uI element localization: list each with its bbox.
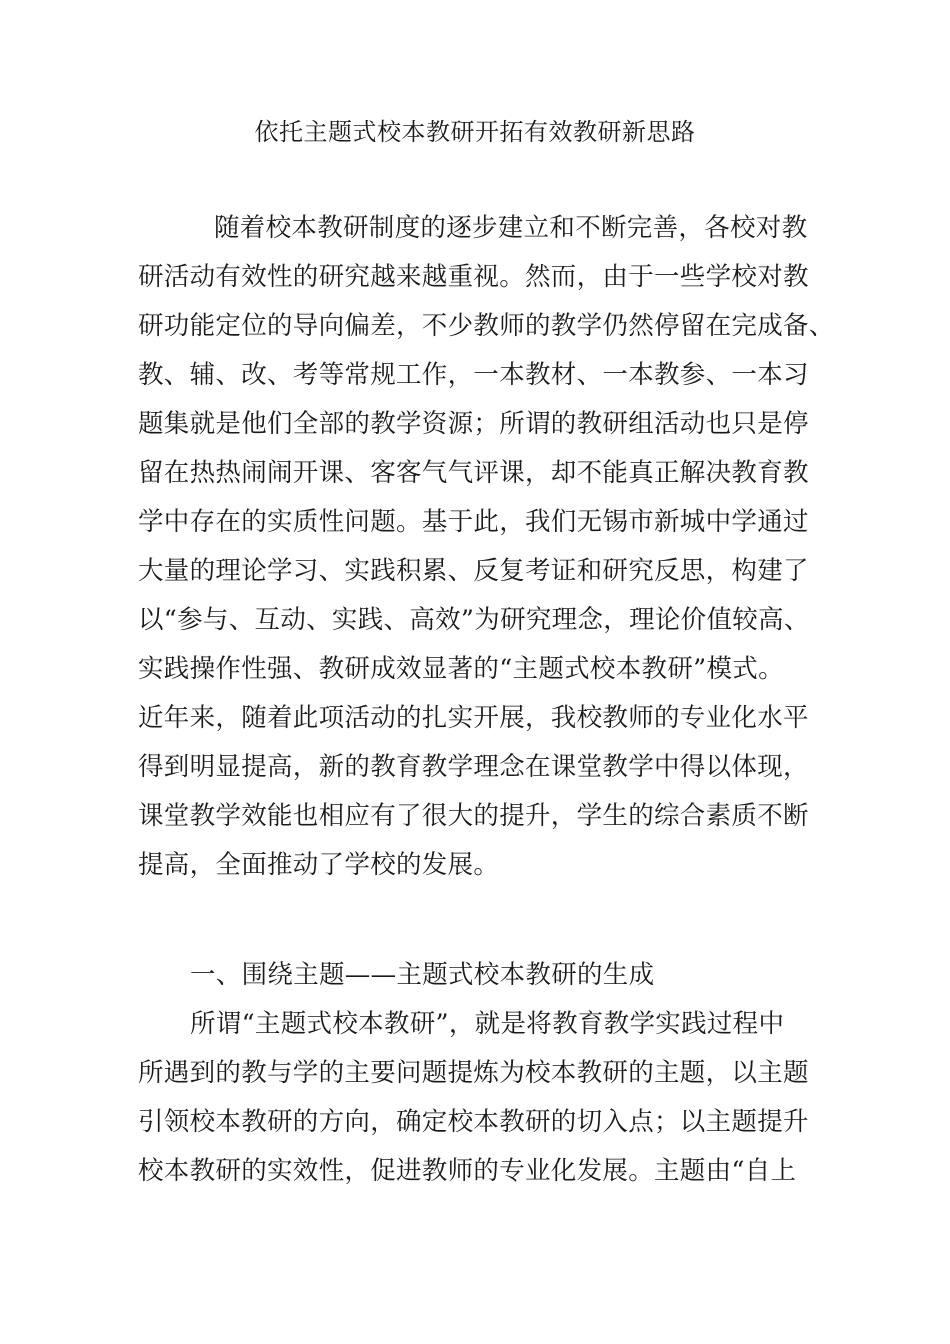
- paragraph-line: 题集就是他们全部的教学资源；所谓的教研组活动也只是停: [138, 409, 809, 439]
- document-title: 依托主题式校本教研开拓有效教研新思路: [254, 118, 696, 146]
- section-heading: 一、围绕主题——主题式校本教研的生成: [190, 960, 655, 990]
- paragraph-line: 得到明显提高，新的教育教学理念在课堂教学中得以体现，: [138, 752, 809, 782]
- paragraph-line: 留在热热闹闹开课、客客气气评课，却不能真正解决教育教: [138, 458, 809, 488]
- paragraph-line: 学中存在的实质性问题。基于此，我们无锡市新城中学通过: [138, 507, 809, 537]
- paragraph-line: 提高，全面推动了学校的发展。: [138, 850, 500, 880]
- paragraph-line: 随着校本教研制度的逐步建立和不断完善，各校对教: [214, 213, 808, 243]
- paragraph-line: 实践操作性强、教研成效显著的“主题式校本教研”模式。: [138, 654, 784, 684]
- paragraph-line: 引领校本教研的方向，确定校本教研的切入点；以主题提升: [138, 1107, 809, 1137]
- paragraph-line: 大量的理论学习、实践积累、反复考证和研究反思，构建了: [138, 556, 809, 586]
- paragraph-line: 校本教研的实效性，促进教师的专业化发展。主题由“自上: [138, 1156, 797, 1186]
- paragraph-line: 所遇到的教与学的主要问题提炼为校本教研的主题，以主题: [138, 1058, 809, 1088]
- paragraph-line: 所谓“主题式校本教研”，就是将教育教学实践过程中: [190, 1009, 785, 1039]
- paragraph-line: 研功能定位的导向偏差，不少教师的教学仍然停留在完成备、: [138, 311, 835, 341]
- paragraph-line: 研活动有效性的研究越来越重视。然而，由于一些学校对教: [138, 262, 809, 292]
- paragraph-line: 教、辅、改、考等常规工作，一本教材、一本教参、一本习: [138, 360, 809, 390]
- paragraph-line: 课堂教学效能也相应有了很大的提升，学生的综合素质不断: [138, 801, 809, 831]
- paragraph-line: 近年来，随着此项活动的扎实开展，我校教师的专业化水平: [138, 703, 809, 733]
- paragraph-line: 以“参与、互动、实践、高效”为研究理念，理论价值较高、: [138, 605, 810, 635]
